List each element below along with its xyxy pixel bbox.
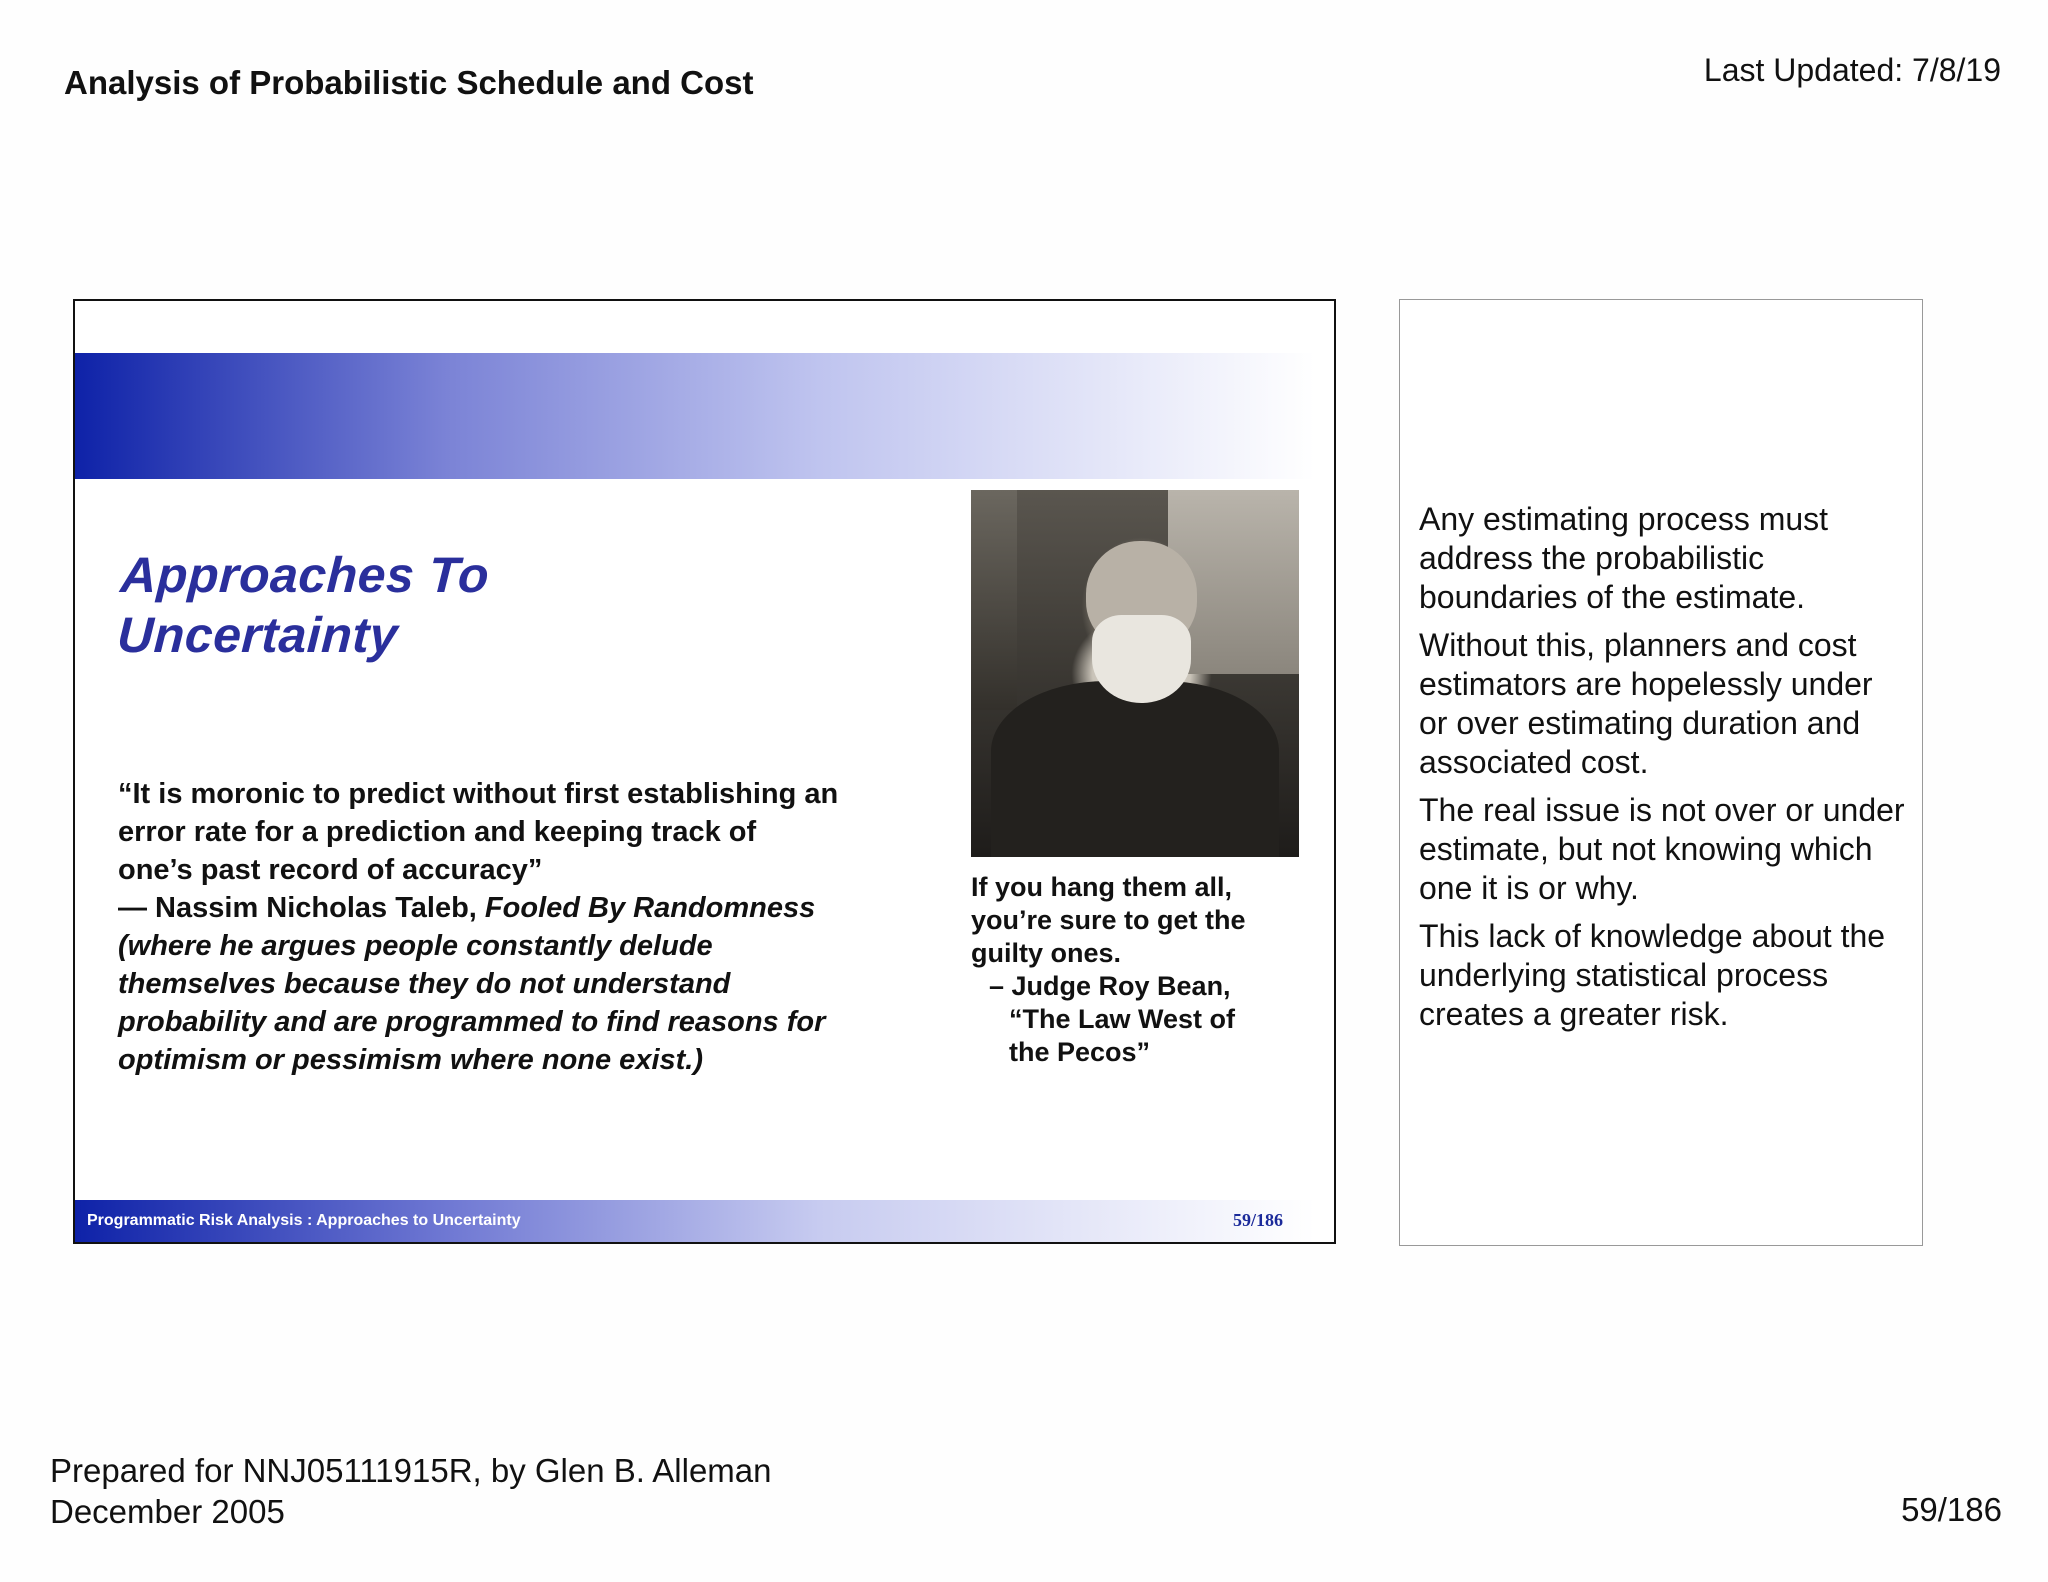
notes-paragraph: This lack of knowledge about the underlying statistical process creates a greater risk. <box>1419 918 1886 1032</box>
prepared-line: Prepared for NNJ05111915R, by Glen B. Alleman <box>50 1452 772 1489</box>
quote-note-line: themselves because they do not understand <box>118 968 731 1000</box>
document-title: Analysis of Probabilistic Schedule and Cost <box>64 64 754 101</box>
notes-paragraph: The real issue is not over or under estimate, but not knowing which one it is or why. <box>1419 792 1905 906</box>
slide-image <box>73 299 1336 1244</box>
judge-quote <box>971 871 1301 1069</box>
prepared-for <box>50 1450 772 1532</box>
page-number: 59/186 <box>1901 1491 2002 1528</box>
slide-heading <box>116 545 682 665</box>
side-quote-line: If you hang them all, <box>971 872 1233 902</box>
quote-line: one’s past record of accuracy” <box>118 854 543 886</box>
judge-portrait-photo <box>971 490 1299 857</box>
notes-text <box>1419 500 1909 1043</box>
side-quote-attribution: “The Law West of <box>1009 1004 1236 1034</box>
slide-footer-text: Programmatic Risk Analysis : Approaches to Uncertainty <box>87 1212 521 1229</box>
prepared-date: December 2005 <box>50 1493 285 1530</box>
side-quote-attribution: – Judge Roy Bean, <box>989 971 1231 1001</box>
side-quote-line: you’re sure to get the <box>971 905 1246 935</box>
slide-banner <box>75 353 1315 479</box>
notes-paragraph: Without this, planners and cost estimators are hopelessly under or over estimating duration and associated cost. <box>1419 627 1873 780</box>
notes-panel <box>1399 299 1923 1246</box>
slide-heading-line: Uncertainty <box>115 607 400 663</box>
attribution-author: — Nassim Nicholas Taleb, <box>118 892 485 924</box>
quote-attribution <box>118 889 948 927</box>
attribution-book: Fooled By Randomness <box>484 892 816 924</box>
notes-paragraph: Any estimating process must address the probabilistic boundaries of the estimate. <box>1419 501 1829 615</box>
quote-note-line: optimism or pessimism where none exist.) <box>118 1044 703 1076</box>
slide-footer-bar <box>75 1200 1315 1242</box>
quote-note-line: (where he argues people constantly delude <box>118 930 713 962</box>
quote-line: “It is moronic to predict without first establishing an <box>118 778 839 810</box>
quote-note-line: probability and are programmed to find reasons for <box>118 1006 826 1038</box>
last-updated-date: Last Updated: 7/8/19 <box>1703 52 2001 88</box>
slide-page-number: 59/186 <box>1232 1210 1283 1230</box>
side-quote-line: guilty ones. <box>971 938 1122 968</box>
slide-heading-line: Approaches To <box>119 547 491 603</box>
taleb-quote <box>118 775 948 1079</box>
side-quote-attribution: the Pecos” <box>1009 1037 1151 1067</box>
quote-line: error rate for a prediction and keeping track of <box>118 816 757 848</box>
